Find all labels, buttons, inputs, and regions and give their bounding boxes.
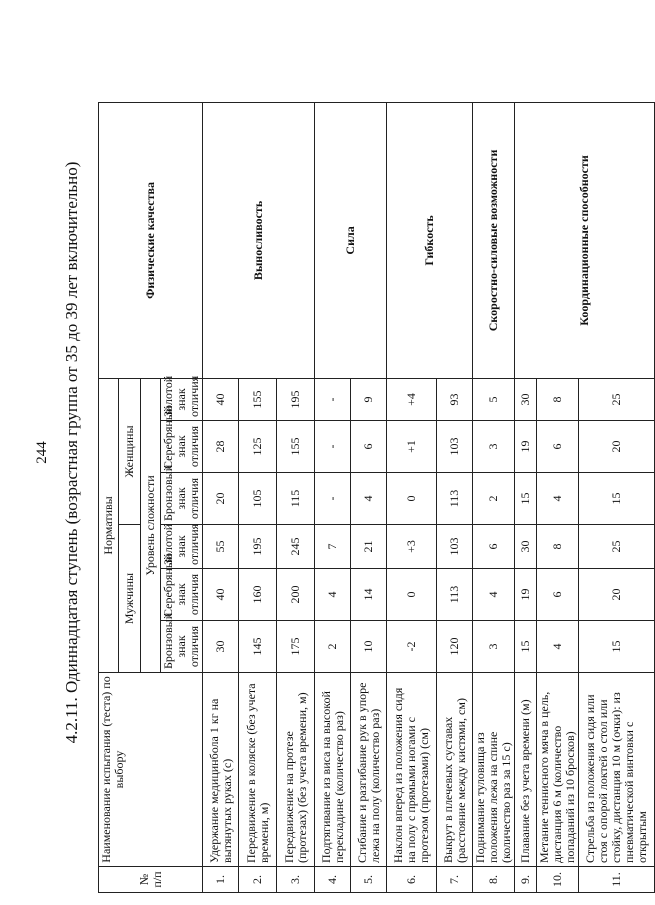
value-cell: 2 bbox=[315, 621, 351, 673]
table-row bbox=[315, 102, 351, 892]
value-cell: 125 bbox=[239, 421, 277, 473]
value-cell: +3 bbox=[387, 525, 437, 569]
value-cell: 0 bbox=[387, 473, 437, 525]
value-cell: 195 bbox=[277, 378, 315, 420]
level-men-silver: Серебряный знак отличия bbox=[161, 569, 203, 621]
test-name: Передвижение на протезе (протезах) (без учета времени, м) bbox=[277, 673, 315, 867]
value-cell: 160 bbox=[239, 569, 277, 621]
norms-table bbox=[98, 102, 655, 893]
level-women-gold: Золотой знак отличия bbox=[161, 378, 203, 420]
value-cell: 20 bbox=[579, 569, 655, 621]
value-cell: 120 bbox=[437, 621, 473, 673]
row-number: 7. bbox=[437, 867, 473, 893]
value-cell: 8 bbox=[537, 378, 579, 420]
value-cell: 6 bbox=[537, 569, 579, 621]
value-cell: 19 bbox=[515, 421, 537, 473]
header-men: Мужчины bbox=[119, 525, 141, 673]
row-number: 6. bbox=[387, 867, 437, 893]
header-quality: Физические качества bbox=[99, 102, 203, 378]
value-cell: 25 bbox=[579, 525, 655, 569]
value-cell: 20 bbox=[203, 473, 239, 525]
quality-endurance: Выносливость bbox=[203, 102, 315, 378]
value-cell: 113 bbox=[437, 473, 473, 525]
value-cell: 4 bbox=[315, 569, 351, 621]
value-cell: 195 bbox=[239, 525, 277, 569]
table-row bbox=[387, 102, 437, 892]
test-name: Подтягивание из виса на высокой перекладине (количество раз) bbox=[315, 673, 351, 867]
value-cell: 30 bbox=[515, 378, 537, 420]
value-cell: 40 bbox=[203, 569, 239, 621]
value-cell: 3 bbox=[473, 621, 515, 673]
page-title: 4.2.11. Одиннадцатая ступень (возрастная группа от 35 до 39 лет включительно) bbox=[62, 161, 81, 744]
value-cell: 245 bbox=[277, 525, 315, 569]
row-number: 9. bbox=[515, 867, 537, 893]
header-row-1 bbox=[99, 102, 119, 892]
value-cell: 4 bbox=[537, 473, 579, 525]
row-number: 1. bbox=[203, 867, 239, 893]
value-cell: 7 bbox=[315, 525, 351, 569]
value-cell: 15 bbox=[515, 621, 537, 673]
quality-strength: Сила bbox=[315, 102, 387, 378]
header-name: Наименование испытания (теста) по выбору bbox=[99, 673, 203, 867]
value-cell: 105 bbox=[239, 473, 277, 525]
test-name: Передвижение в коляске (без учета времени, м) bbox=[239, 673, 277, 867]
value-cell: 115 bbox=[277, 473, 315, 525]
test-name: Стрельба из положения сидя или стоя с опорой локтей о стол или стойку, дистанция 10 м (очки): из пневматической винтовки с открытым bbox=[579, 673, 655, 867]
header-difficulty: Уровень сложности bbox=[141, 378, 161, 672]
value-cell: 200 bbox=[277, 569, 315, 621]
row-number: 5. bbox=[351, 867, 387, 893]
value-cell: - bbox=[315, 473, 351, 525]
value-cell: 4 bbox=[537, 621, 579, 673]
value-cell: -2 bbox=[387, 621, 437, 673]
value-cell: 15 bbox=[579, 473, 655, 525]
page-number: 244 bbox=[34, 441, 50, 464]
table-row bbox=[473, 102, 515, 892]
value-cell: 28 bbox=[203, 421, 239, 473]
value-cell: +4 bbox=[387, 378, 437, 420]
value-cell: 40 bbox=[203, 378, 239, 420]
value-cell: 8 bbox=[537, 525, 579, 569]
level-men-gold: Золотой знак отличия bbox=[161, 525, 203, 569]
value-cell: 20 bbox=[579, 421, 655, 473]
table-row bbox=[515, 102, 537, 892]
test-name: Выкрут в плечевых суставах (расстояние между кистями, см) bbox=[437, 673, 473, 867]
value-cell: 103 bbox=[437, 421, 473, 473]
value-cell: 4 bbox=[351, 473, 387, 525]
value-cell: +1 bbox=[387, 421, 437, 473]
row-number: 2. bbox=[239, 867, 277, 893]
test-name: Метание теннисного мяча в цель, дистанция 6 м (количество попаданий из 10 бросков) bbox=[537, 673, 579, 867]
test-name: Поднимание туловища из положения лежа на спине (количество раз за 15 с) bbox=[473, 673, 515, 867]
value-cell: 113 bbox=[437, 569, 473, 621]
quality-speed-strength: Скоростно-силовые возможности bbox=[473, 102, 515, 378]
value-cell: 6 bbox=[473, 525, 515, 569]
value-cell: - bbox=[315, 421, 351, 473]
value-cell: 3 bbox=[473, 421, 515, 473]
quality-coordination: Координационные способности bbox=[515, 102, 655, 378]
test-name: Плавание без учета времени (м) bbox=[515, 673, 537, 867]
level-men-bronze: Бронзовый знак отличия bbox=[161, 621, 203, 673]
test-name: Сгибание и разгибание рук в упоре лежа на полу (количество раз) bbox=[351, 673, 387, 867]
level-women-bronze: Бронзовый знак отличия bbox=[161, 473, 203, 525]
value-cell: 15 bbox=[579, 621, 655, 673]
value-cell: 19 bbox=[515, 569, 537, 621]
value-cell: 2 bbox=[473, 473, 515, 525]
value-cell: 30 bbox=[203, 621, 239, 673]
value-cell: - bbox=[315, 378, 351, 420]
value-cell: 55 bbox=[203, 525, 239, 569]
value-cell: 10 bbox=[351, 621, 387, 673]
value-cell: 155 bbox=[277, 421, 315, 473]
value-cell: 5 bbox=[473, 378, 515, 420]
value-cell: 21 bbox=[351, 525, 387, 569]
test-name: Удержание медицинбола 1 кг на вытянутых руках (с) bbox=[203, 673, 239, 867]
value-cell: 93 bbox=[437, 378, 473, 420]
value-cell: 30 bbox=[515, 525, 537, 569]
header-norms: Нормативы bbox=[99, 378, 119, 672]
value-cell: 6 bbox=[351, 421, 387, 473]
table-row bbox=[203, 102, 239, 892]
level-women-silver: Серебряный знак отличия bbox=[161, 421, 203, 473]
value-cell: 25 bbox=[579, 378, 655, 420]
test-name: Наклон вперед из положения сидя на полу с прямыми ногами с протезом (протезами) (см) bbox=[387, 673, 437, 867]
value-cell: 14 bbox=[351, 569, 387, 621]
quality-flexibility: Гибкость bbox=[387, 102, 473, 378]
value-cell: 103 bbox=[437, 525, 473, 569]
value-cell: 145 bbox=[239, 621, 277, 673]
value-cell: 9 bbox=[351, 378, 387, 420]
value-cell: 0 bbox=[387, 569, 437, 621]
value-cell: 4 bbox=[473, 569, 515, 621]
value-cell: 175 bbox=[277, 621, 315, 673]
row-number: 11. bbox=[579, 867, 655, 893]
row-number: 10. bbox=[537, 867, 579, 893]
row-number: 4. bbox=[315, 867, 351, 893]
row-number: 3. bbox=[277, 867, 315, 893]
value-cell: 155 bbox=[239, 378, 277, 420]
header-no: № п/п bbox=[99, 867, 203, 893]
value-cell: 6 bbox=[537, 421, 579, 473]
header-women: Женщины bbox=[119, 378, 141, 524]
row-number: 8. bbox=[473, 867, 515, 893]
value-cell: 15 bbox=[515, 473, 537, 525]
